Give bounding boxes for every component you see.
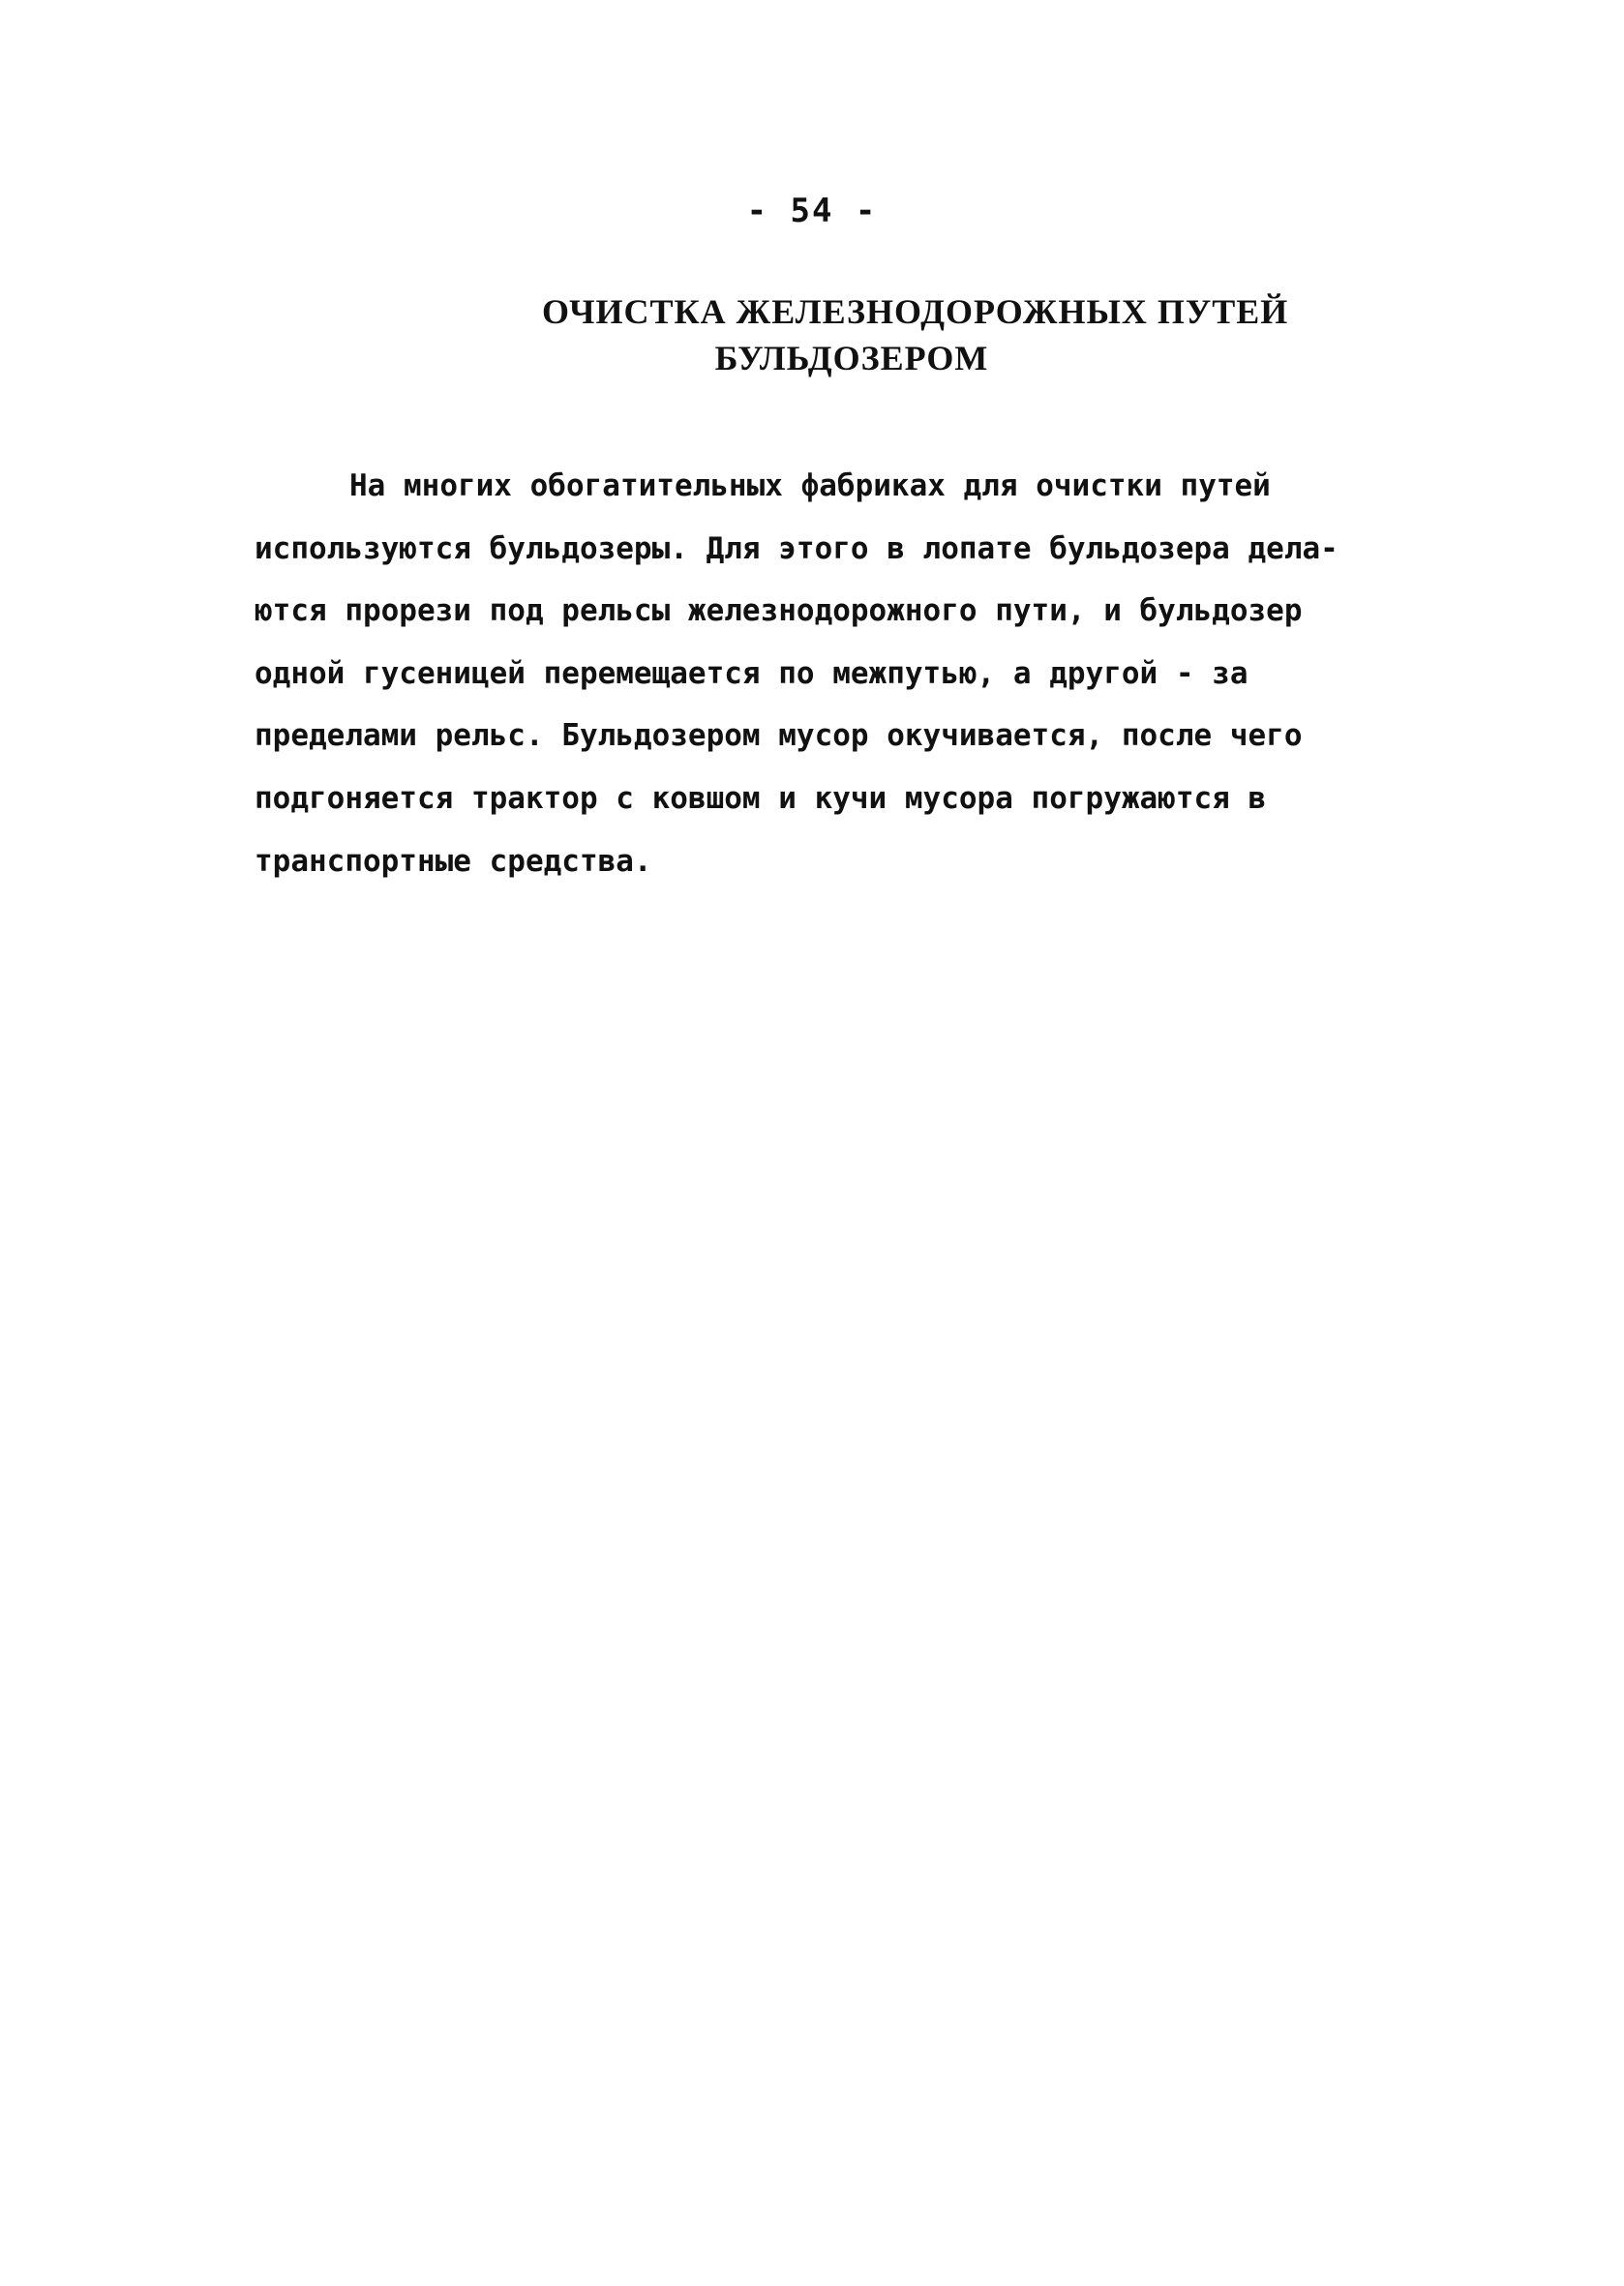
paragraph-line: подгоняется трактор с ковшом и кучи мусора погружаются в bbox=[255, 780, 1267, 816]
page-number: - 54 - bbox=[746, 192, 878, 230]
section-title bbox=[542, 288, 1289, 381]
paragraph-line: используются бульдозеры. Для этого в лопате бульдозера дела- bbox=[255, 530, 1338, 566]
paragraph-line: одной гусеницей перемещается по межпутью, а другой - за bbox=[255, 655, 1248, 691]
paragraph-line: На многих обогатительных фабриках для очистки путей bbox=[349, 468, 1271, 503]
paragraph-line: ются прорези под рельсы железнодорожного пути, и бульдозер bbox=[255, 593, 1303, 629]
paragraph-line: транспортные средства. bbox=[255, 843, 652, 879]
title-line-1: ОЧИСТКА ЖЕЛЕЗНОДОРОЖНЫХ ПУТЕЙ bbox=[542, 292, 1289, 331]
paragraph-line: пределами рельс. Бульдозером мусор окучивается, после чего bbox=[255, 718, 1303, 754]
title-line-2: БУЛЬДОЗЕРОМ bbox=[714, 339, 989, 377]
body-paragraph bbox=[255, 455, 1445, 892]
